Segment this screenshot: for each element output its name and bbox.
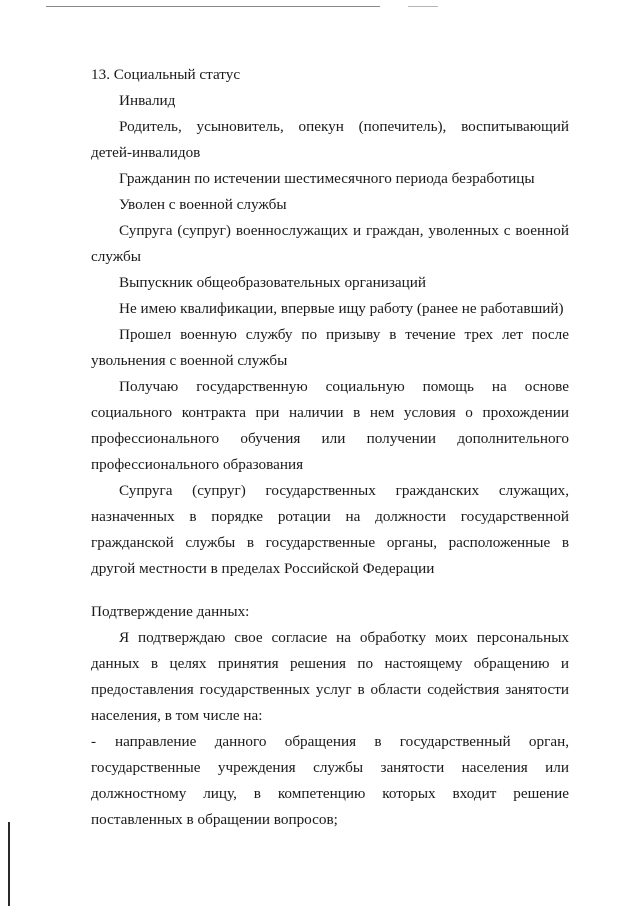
status-item-parent-of-disabled-children: Родитель, усыновитель, опекун (попечитель), воспитывающий детей-инвалидов <box>91 118 569 161</box>
consent-paragraph: Я подтверждаю свое согласие на обработку моих персональных данных в целях принятия решения по настоящему обращению и предоставления государственных услуг в области содействия занятости населения, в том числе на: <box>91 629 569 724</box>
data-confirmation-block <box>91 599 569 833</box>
status-item-military-spouse: Супруга (супруг) военнослужащих и граждан, уволенных с военной службы <box>91 222 569 265</box>
status-item-conscript-service: Прошел военную службу по призыву в течение трех лет после увольнения с военной службы <box>91 326 569 369</box>
status-item-long-term-unemployed: Гражданин по истечении шестимесячного периода безработицы <box>119 170 535 187</box>
scan-edge-top <box>46 6 380 7</box>
section-heading-social-status: 13. Социальный статус <box>91 66 241 83</box>
status-item-school-graduate: Выпускник общеобразовательных организаций <box>119 274 426 291</box>
scan-edge-mark <box>408 6 438 7</box>
status-item-no-qualification: Не имею квалификации, впервые ищу работу (ранее не работавший) <box>119 300 564 317</box>
status-item-discharged-military: Уволен с военной службы <box>119 196 287 213</box>
status-item-social-contract: Получаю государственную социальную помощь на основе социального контракта при наличии в нем условия о прохождении профессионального обучения или получении дополнительного профессионального образования <box>91 378 569 473</box>
status-item-civil-servant-spouse: Супруга (супруг) государственных гражданских служащих, назначенных в порядке ротации на должности государственной гражданской службы в государственные органы, расположенные в другой местности в пределах Российской Федерации <box>91 482 569 577</box>
confirmation-heading: Подтверждение данных: <box>91 603 250 620</box>
bullet-dash-marker: - <box>91 733 97 750</box>
document-page <box>91 62 569 833</box>
social-status-list <box>91 88 569 582</box>
bullet-text: направление данного обращения в государственный орган, государственные учреждения службы занятости населения или должностному лицу, в компетенцию которых входит решение поставленных в обращении вопросов; <box>91 733 569 828</box>
scan-edge-left <box>8 822 10 906</box>
status-item-disabled: Инвалид <box>119 92 176 109</box>
consent-bullet-item <box>91 729 569 833</box>
